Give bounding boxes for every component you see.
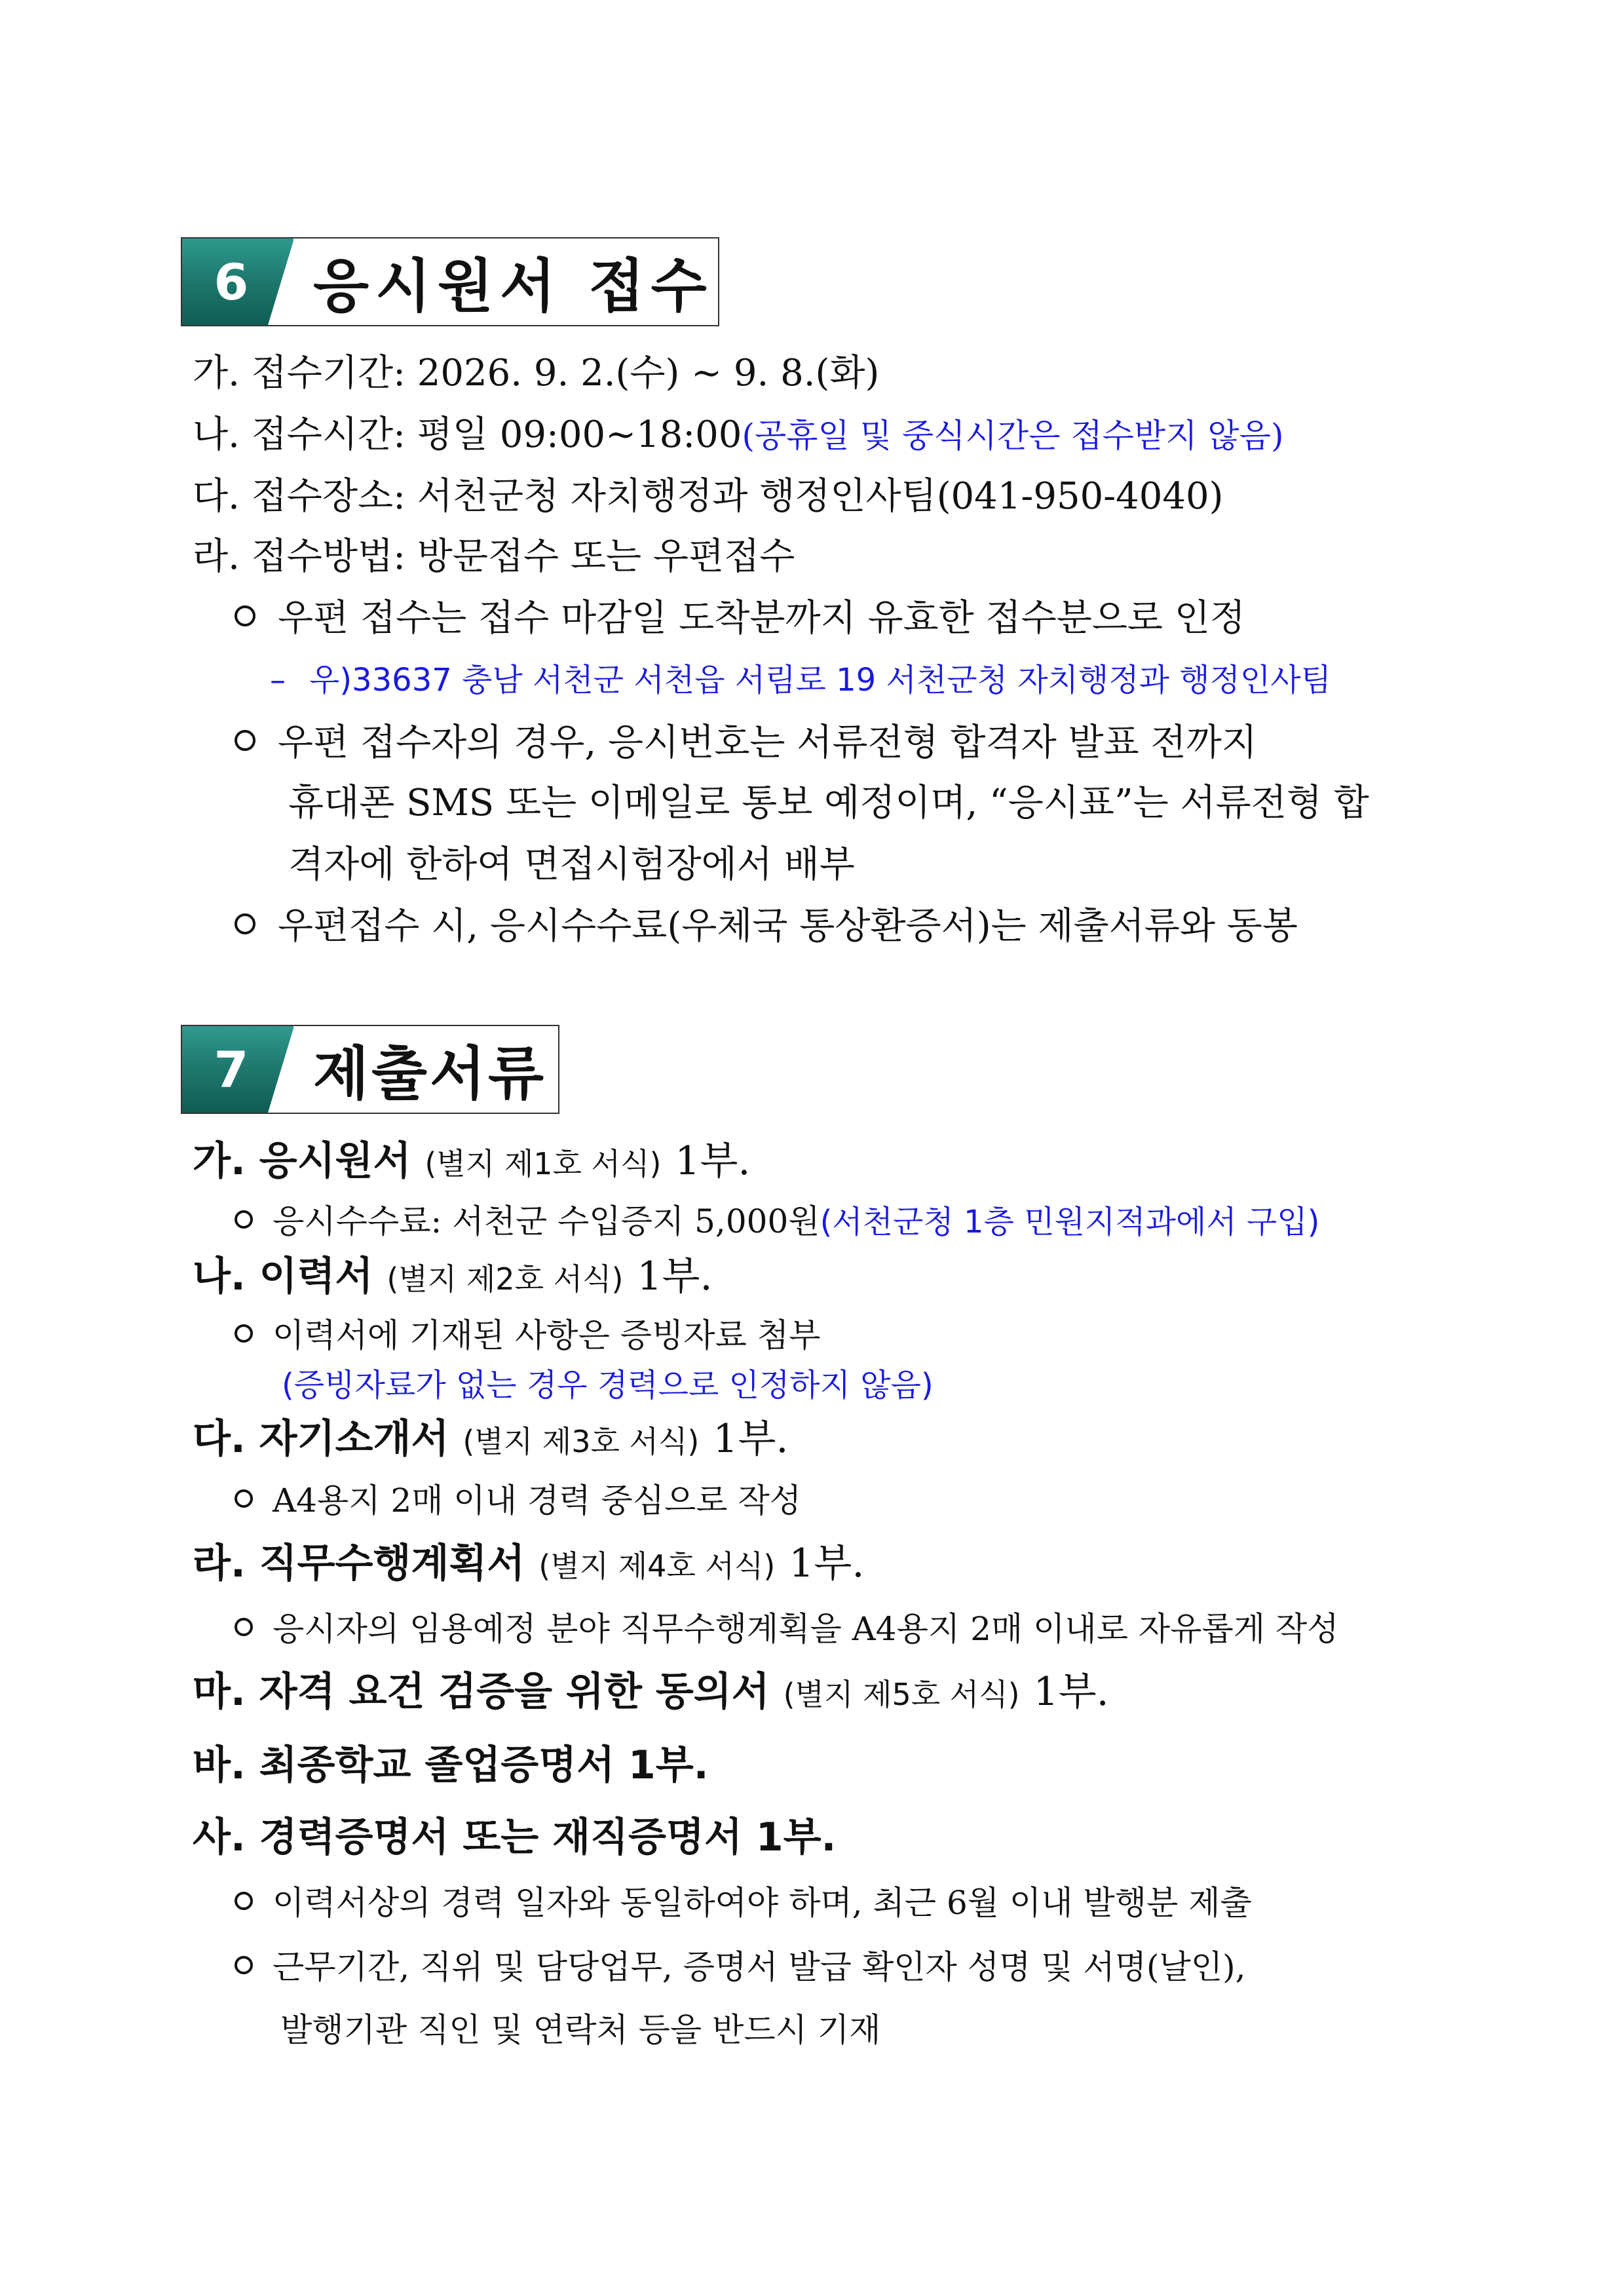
bullet-item xyxy=(235,719,1257,767)
form-ref: (별지 제5호 서식) xyxy=(783,1677,1020,1712)
bullet-text: 이력서에 기재된 사항은 증빙자료 첨부 xyxy=(273,1316,821,1354)
bullet-text: 응시자의 임용예정 분야 직무수행계획을 A4용지 2매 이내로 자유롭게 작성 xyxy=(273,1610,1339,1648)
circle-bullet-icon xyxy=(235,1892,253,1910)
section-title: 제출서류 xyxy=(293,1026,558,1113)
section-title: 응시원서 접수 xyxy=(293,239,718,325)
bullet-item xyxy=(235,1312,820,1359)
bullet-text: 응시수수료: 서천군 수입증지 5,000원 xyxy=(273,1202,820,1240)
circle-bullet-icon xyxy=(235,1324,253,1343)
bullet-continuation: 격자에 한하여 면접시험장에서 배부 xyxy=(288,843,855,886)
bullet-item xyxy=(235,1198,1320,1246)
resume-note: (증빙자료가 없는 경우 경력으로 인정하지 않음) xyxy=(282,1367,934,1404)
item-ga-period: 가. 접수기간: 2026. 9. 2.(수) ~ 9. 8.(화) xyxy=(193,352,880,394)
section-number-badge xyxy=(182,239,293,325)
form-ref: (별지 제2호 서식) xyxy=(387,1261,624,1297)
item-na-hours xyxy=(193,411,1284,459)
item-label: 가. 응시원서 xyxy=(193,1138,411,1184)
bullet-item xyxy=(235,1605,1339,1653)
section-6-header xyxy=(181,237,719,326)
bullet-text: 우편 접수자의 경우, 응시번호는 서류전형 합격자 발표 전까지 xyxy=(278,721,1257,764)
circle-bullet-icon xyxy=(235,605,255,626)
item-label: 나. 이력서 xyxy=(193,1253,373,1299)
section-number-badge xyxy=(182,1026,293,1113)
section-number: 7 xyxy=(214,1040,249,1099)
item-na-resume xyxy=(193,1253,713,1303)
copies: 1부. xyxy=(789,1540,865,1586)
form-ref: (별지 제3호 서식) xyxy=(463,1424,700,1459)
form-ref: (별지 제1호 서식) xyxy=(425,1146,662,1181)
item-ra-method: 라. 접수방법: 방문접수 또는 우편접수 xyxy=(193,535,795,578)
dash: – xyxy=(270,662,286,698)
hours-note: (공휴일 및 중식시간은 접수받지 않음) xyxy=(742,417,1284,455)
hours-text: 나. 접수시간: 평일 09:00~18:00 xyxy=(193,413,742,456)
item-sa-career-cert: 사. 경력증명서 또는 재직증명서 1부. xyxy=(193,1814,837,1860)
copies: 1부. xyxy=(713,1416,789,1462)
copies: 1부. xyxy=(675,1138,751,1184)
circle-bullet-icon xyxy=(235,1956,253,1974)
copies: 1부. xyxy=(637,1253,713,1299)
item-label: 라. 직무수행계획서 xyxy=(193,1540,525,1586)
bullet-item xyxy=(235,903,1298,950)
item-ba-diploma: 바. 최종학교 졸업증명서 1부. xyxy=(193,1742,709,1788)
circle-bullet-icon xyxy=(235,1618,253,1636)
item-da-place: 다. 접수장소: 서천군청 자치행정과 행정인사팀(041-950-4040) xyxy=(193,475,1224,518)
item-label: 다. 자기소개서 xyxy=(193,1416,449,1462)
item-ra-job-plan xyxy=(193,1540,864,1590)
circle-bullet-icon xyxy=(235,1489,253,1508)
bullet-text: 우편접수 시, 응시수수료(우체국 통상환증서)는 제출서류와 동봉 xyxy=(278,905,1298,947)
bullet-item xyxy=(235,1477,801,1524)
mail-address xyxy=(270,657,1331,704)
item-da-self-intro xyxy=(193,1415,788,1465)
bullet-continuation: 휴대폰 SMS 또는 이메일로 통보 예정이며, “응시표”는 서류전형 합 xyxy=(288,782,1369,824)
bullet-text: 근무기간, 직위 및 담당업무, 증명서 발급 확인자 성명 및 서명(날인), xyxy=(273,1948,1246,1986)
form-ref: (별지 제4호 서식) xyxy=(538,1548,776,1584)
item-label: 마. 자격 요건 검증을 위한 동의서 xyxy=(193,1669,770,1715)
copies: 1부. xyxy=(1033,1669,1109,1715)
bullet-item xyxy=(235,595,1368,642)
circle-bullet-icon xyxy=(235,730,255,751)
circle-bullet-icon xyxy=(235,913,255,934)
bullet-continuation: 발행기관 직인 및 연락처 등을 반드시 기재 xyxy=(280,2011,881,2049)
bullet-note: (서천군청 1층 민원지적과에서 구입) xyxy=(820,1204,1320,1240)
bullet-item xyxy=(235,1879,1252,1926)
section-7-header xyxy=(181,1025,559,1114)
section-number: 6 xyxy=(214,252,249,311)
circle-bullet-icon xyxy=(235,1210,253,1229)
item-ga-application xyxy=(193,1138,751,1187)
address-text: 우)33637 충남 서천군 서천읍 서림로 19 서천군청 자치행정과 행정인사팀 xyxy=(309,662,1332,698)
bullet-text: A4용지 2매 이내 경력 중심으로 작성 xyxy=(273,1482,802,1520)
bullet-item xyxy=(235,1943,1246,1991)
bullet-text: 이력서상의 경력 일자와 동일하여야 하며, 최근 6월 이내 발행분 제출 xyxy=(273,1884,1252,1922)
item-ma-consent xyxy=(193,1668,1109,1718)
bullet-text: 우편 접수는 접수 마감일 도착분까지 유효한 접수분으로 인정 xyxy=(278,597,1246,640)
